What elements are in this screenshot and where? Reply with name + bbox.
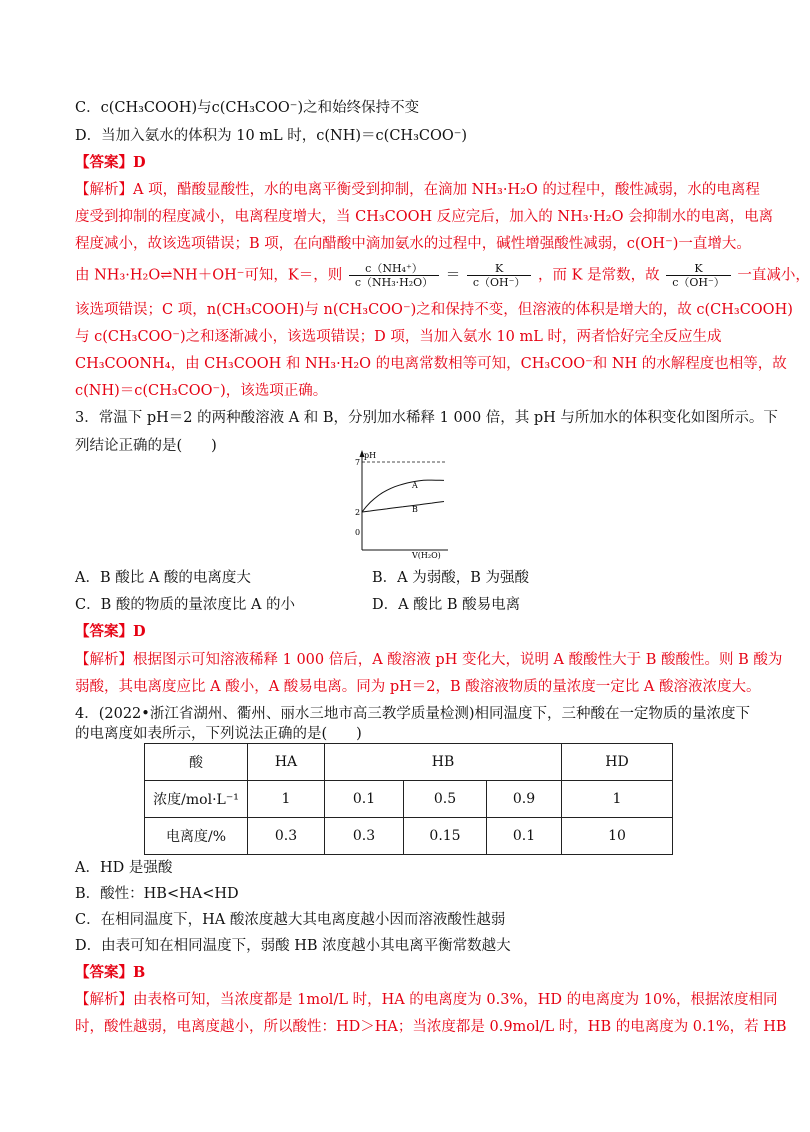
q2-analysis-cont-1: 该选项错误；C 项，n(CH₃COOH)与 n(CH₃COO⁻)之和保持不变，但溶液的体积是增大的，故 c(CH₃COOH) (75, 302, 793, 318)
q3-analysis-line-2: 弱酸，其电离度应比 A 酸小，A 酸易电离。同为 pH＝2，B 酸溶液物质的量浓度一定比 A 酸溶液浓度大。 (75, 679, 761, 695)
fraction-denominator: c（OH⁻） (472, 276, 526, 289)
q2-answer: 【答案】D (75, 154, 146, 171)
y-axis-label: pH (364, 451, 377, 460)
fraction-numerator: K (467, 262, 532, 276)
fraction-nh4-over-nh3h2o (349, 262, 439, 289)
table-cell: 1 (562, 781, 673, 818)
table-cell: 0.15 (404, 818, 487, 855)
q4-option-b: B．酸性：HB<HA<HD (75, 886, 239, 902)
q4-analysis-line-1: 【解析】由表格可知，当浓度都是 1mol/L 时，HA 的电离度为 0.3%，HD 的电离度为 10%，根据浓度相同 (75, 992, 778, 1008)
x-axis-label: V(H₂O) (412, 551, 441, 560)
q2-analysis-formula-line (75, 262, 810, 289)
formula-middle: ，而 K 是常数，故 (538, 267, 660, 284)
q4-analysis-line-2: 时，酸性越弱，电离度越小，所以酸性：HD＞HA；当浓度都是 0.9mol/L 时，HB 的电离度为 0.1%，若 HB (75, 1019, 787, 1035)
formula-equals: ＝ (445, 267, 461, 284)
q2-analysis-cont-2: 与 c(CH₃COO⁻)之和逐渐减小，该选项错误；D 项，当加入氨水 10 mL 时，两者恰好完全反应生成 (75, 329, 722, 345)
q3-answer: 【答案】D (75, 623, 146, 640)
table-header-hb: HB (325, 744, 562, 781)
q2-analysis-cont-3: CH₃COONH₄，由 CH₃COOH 和 NH₃·H₂O 的电离常数相等可知，CH₃COO⁻和 NH 的水解程度也相等，故 (75, 356, 787, 372)
table-row (145, 744, 673, 781)
q4-option-a: A．HD 是强酸 (75, 860, 173, 876)
table-cell: 0.1 (487, 818, 562, 855)
table-cell: 0.1 (325, 781, 404, 818)
q2-analysis-line-3: 程度减小，故该选项错误；B 项，在向醋酸中滴加氨水的过程中，碱性增强酸性减弱，c(OH⁻)一直增大。 (75, 236, 751, 252)
fraction-numerator: K (666, 262, 731, 276)
table-row-header-concentration: 浓度/mol·L⁻¹ (145, 781, 248, 818)
table-cell: 0.5 (404, 781, 487, 818)
series-b-label: B (412, 505, 418, 514)
y-tick-7: 7 (355, 458, 361, 467)
q3-analysis-line-1: 【解析】根据图示可知溶液稀释 1 000 倍后，A 酸溶液 pH 变化大，说明 A 酸酸性大于 B 酸酸性。则 B 酸为 (75, 652, 783, 668)
q2-option-c: C．c(CH₃COOH)与c(CH₃COO⁻)之和始终保持不变 (75, 100, 420, 116)
table-header-ha: HA (248, 744, 325, 781)
table-cell: 10 (562, 818, 673, 855)
table-cell: 0.9 (487, 781, 562, 818)
y-tick-0: 0 (355, 528, 361, 537)
table-cell: 0.3 (248, 818, 325, 855)
table-header-hd: HD (562, 744, 673, 781)
q4-answer: 【答案】B (75, 964, 146, 981)
table-cell: 1 (248, 781, 325, 818)
q2-analysis-line-1: 【解析】A 项，醋酸显酸性，水的电离平衡受到抑制，在滴加 NH₃·H₂O 的过程中，酸性减弱，水的电离程 (75, 182, 760, 198)
fraction-k-over-oh-2 (666, 262, 731, 289)
q3-option-b: B．A 为弱酸，B 为强酸 (372, 570, 529, 586)
table-row (145, 781, 673, 818)
fraction-denominator: c（NH₃·H₂O） (354, 276, 434, 289)
q3-option-d: D．A 酸比 B 酸易电离 (372, 597, 521, 613)
formula-suffix: 一直减小， (737, 267, 810, 284)
table-cell: 0.3 (325, 818, 404, 855)
q4-option-d: D．由表可知在相同温度下，弱酸 HB 浓度越小其电离平衡常数越大 (75, 938, 511, 954)
ionization-table (144, 743, 673, 855)
q3-stem-line-2: 列结论正确的是( ) (75, 438, 217, 454)
table-row-header-ionization: 电离度/% (145, 818, 248, 855)
q4-stem-line-2: 的电离度如表所示，下列说法正确的是( ) (75, 726, 362, 742)
q4-option-c: C．在相同温度下，HA 酸浓度越大其电离度越小因而溶液酸性越弱 (75, 912, 506, 928)
series-a-label: A (412, 481, 418, 490)
y-tick-2: 2 (355, 508, 361, 517)
formula-prefix: 由 NH₃·H₂O⇌NH＋OH⁻可知，K＝，则 (75, 267, 343, 284)
q2-option-d: D．当加入氨水的体积为 10 mL 时，c(NH)＝c(CH₃COO⁻) (75, 128, 468, 144)
table-row (145, 818, 673, 855)
ph-dilution-chart (340, 448, 460, 558)
series-b-line (362, 502, 444, 513)
fraction-denominator: c（OH⁻） (672, 276, 725, 289)
q4-stem-line-1: 4．(2022•浙江省湖州、衢州、丽水三地市高三教学质量检测)相同温度下，三种酸在一定物质的量浓度下 (75, 706, 750, 722)
q3-stem-line-1: 3．常温下 pH＝2 的两种酸溶液 A 和 B，分别加水稀释 1 000 倍，其 pH 与所加水的体积变化如图所示。下 (75, 410, 778, 426)
fraction-numerator: c（NH₄⁺） (349, 262, 439, 276)
q3-option-a: A．B 酸比 A 酸的电离度大 (75, 570, 251, 586)
table-header-acid: 酸 (145, 744, 248, 781)
q2-analysis-line-2: 度受到抑制的程度减小，电离程度增大，当 CH₃COOH 反应完后，加入的 NH₃·H₂O 会抑制水的电离，电离 (75, 209, 774, 225)
q3-option-c: C．B 酸的物质的量浓度比 A 的小 (75, 597, 296, 613)
q2-analysis-cont-4: c(NH)＝c(CH₃COO⁻)，该选项正确。 (75, 383, 328, 399)
fraction-k-over-oh (467, 262, 532, 289)
